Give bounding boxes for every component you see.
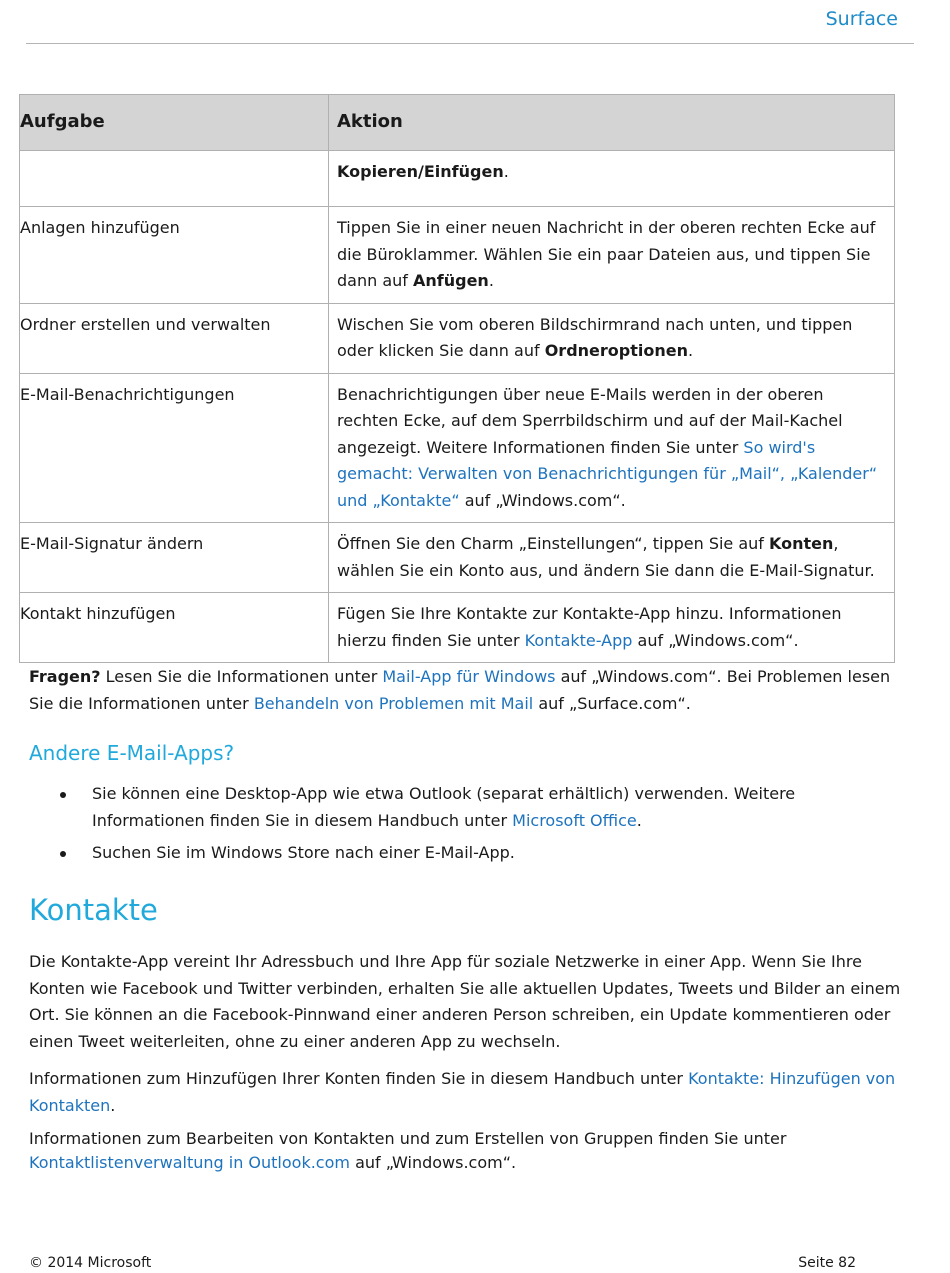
- contacts-app-link[interactable]: Kontakte-App: [524, 630, 633, 650]
- list-item: [29, 781, 909, 834]
- action-text: Benachrichtigungen über neue E-Mails werden in der oberen rechten Ecke, auf dem Sperrbildschirm und auf der Mail-Kachel angezeigt. Weitere Informationen finden Sie unter: [337, 384, 843, 457]
- list-text: .: [636, 810, 642, 830]
- action-cell: [329, 151, 895, 207]
- action-text: .: [687, 341, 694, 360]
- action-cell: [329, 207, 895, 304]
- table-row: [20, 593, 895, 663]
- table-row: [20, 373, 895, 523]
- bold-term: Ordneroptionen: [544, 341, 688, 360]
- table-row: [20, 523, 895, 593]
- action-text: auf „Windows.com“.: [632, 630, 799, 650]
- task-cell: E-Mail-Signatur ändern: [20, 523, 329, 593]
- header-divider: [26, 43, 914, 44]
- action-text: .: [488, 271, 494, 290]
- action-text: , wählen Sie ein Konto aus, und ändern Sie dann die E-Mail-Signatur.: [337, 534, 875, 580]
- paragraph-text: auf „Surface.com“.: [533, 693, 691, 713]
- questions-paragraph: [29, 664, 914, 717]
- bold-term: Kopieren/Einfügen: [337, 162, 504, 181]
- action-cell: [329, 373, 895, 523]
- list-text: Suchen Sie im Windows Store nach einer E-Mail-App.: [92, 843, 515, 862]
- table-row: [20, 207, 895, 304]
- task-cell: E-Mail-Benachrichtigungen: [20, 373, 329, 523]
- paragraph-text: Lesen Sie die Informationen unter: [100, 667, 383, 686]
- table-row: [20, 151, 895, 207]
- contacts-edit-paragraph: [29, 1127, 914, 1175]
- list-text: Sie können eine Desktop-App wie etwa Outlook (separat erhältlich) verwenden. Weitere Informationen finden Sie in diesem Handbuch unter: [92, 784, 796, 830]
- bold-term: Fragen?: [29, 667, 101, 686]
- paragraph-text: auf „Windows.com“.: [349, 1153, 517, 1172]
- notifications-link[interactable]: So wird's gemacht: Verwalten von Benachrichtigungen für „Mail“, „Kalender“ und „Kontakte“: [337, 437, 878, 510]
- page-header: [0, 0, 950, 46]
- paragraph-text: auf „Windows.com“. Bei Problemen lesen Sie die Informationen unter: [29, 667, 891, 713]
- section-heading-other-apps: Andere E-Mail-Apps?: [29, 741, 235, 765]
- contacts-add-paragraph: [29, 1066, 914, 1119]
- task-table: [19, 94, 895, 663]
- troubleshoot-mail-link[interactable]: Behandeln von Problemen mit Mail: [253, 693, 534, 713]
- column-header-task: Aufgabe: [20, 95, 329, 151]
- bullet-list: [29, 781, 909, 873]
- bold-term: Konten: [769, 534, 834, 553]
- column-header-action: Aktion: [329, 95, 895, 151]
- paragraph-text: Informationen zum Bearbeiten von Kontakten und zum Erstellen von Gruppen finden Sie unter: [29, 1129, 787, 1148]
- task-cell: [20, 151, 329, 207]
- brand-label: Surface: [825, 8, 898, 30]
- table-row: [20, 303, 895, 373]
- contact-list-management-link[interactable]: Kontaktlistenverwaltung in Outlook.com: [29, 1153, 350, 1172]
- action-text: .: [503, 162, 509, 181]
- action-text: Fügen Sie Ihre Kontakte zur Kontakte-App hinzu. Informationen hierzu finden Sie unter: [337, 604, 842, 650]
- task-cell: Kontakt hinzufügen: [20, 593, 329, 663]
- action-text: auf „Windows.com“.: [459, 490, 626, 510]
- footer-copyright: © 2014 Microsoft: [29, 1255, 152, 1271]
- action-text: Öffnen Sie den Charm „Einstellungen“, tippen Sie auf: [337, 534, 770, 553]
- task-cell: Anlagen hinzufügen: [20, 207, 329, 304]
- task-cell: Ordner erstellen und verwalten: [20, 303, 329, 373]
- action-cell: [329, 303, 895, 373]
- footer-page-number: Seite 82: [798, 1255, 856, 1271]
- paragraph-text: Informationen zum Hinzufügen Ihrer Konten finden Sie in diesem Handbuch unter: [29, 1069, 689, 1088]
- bullet-icon: [60, 851, 66, 857]
- paragraph-text: .: [110, 1095, 116, 1115]
- add-contacts-link[interactable]: Kontakte: Hinzufügen von Kontakten: [29, 1069, 896, 1115]
- mail-app-link[interactable]: Mail-App für Windows: [382, 667, 556, 686]
- action-text: Tippen Sie in einer neuen Nachricht in der oberen rechten Ecke auf die Büroklammer. Wählen Sie ein paar Dateien aus, und tippen Sie dann auf: [337, 218, 876, 290]
- section-heading-contacts: Kontakte: [29, 893, 158, 927]
- list-item: [29, 840, 909, 867]
- bullet-icon: [60, 792, 66, 798]
- action-text: Wischen Sie vom oberen Bildschirmrand nach unten, und tippen oder klicken Sie dann auf: [337, 314, 853, 360]
- action-cell: [329, 523, 895, 593]
- bold-term: Anfügen: [413, 271, 489, 290]
- contacts-intro-paragraph: Die Kontakte-App vereint Ihr Adressbuch und Ihre App für soziale Netzwerke in einer App. Wenn Sie Ihre Konten wie Facebook und Twitter verbinden, erhalten Sie alle aktuellen Updates, Tweets und Bilder an einem Ort. Sie können an die Facebook-Pinnwand einer anderen Person schreiben, ein Update kommentieren oder einen Tweet weiterleiten, ohne zu einer anderen App zu wechseln.: [29, 952, 901, 1051]
- microsoft-office-link[interactable]: Microsoft Office: [512, 810, 637, 830]
- action-cell: [329, 593, 895, 663]
- table-header-row: [20, 95, 895, 151]
